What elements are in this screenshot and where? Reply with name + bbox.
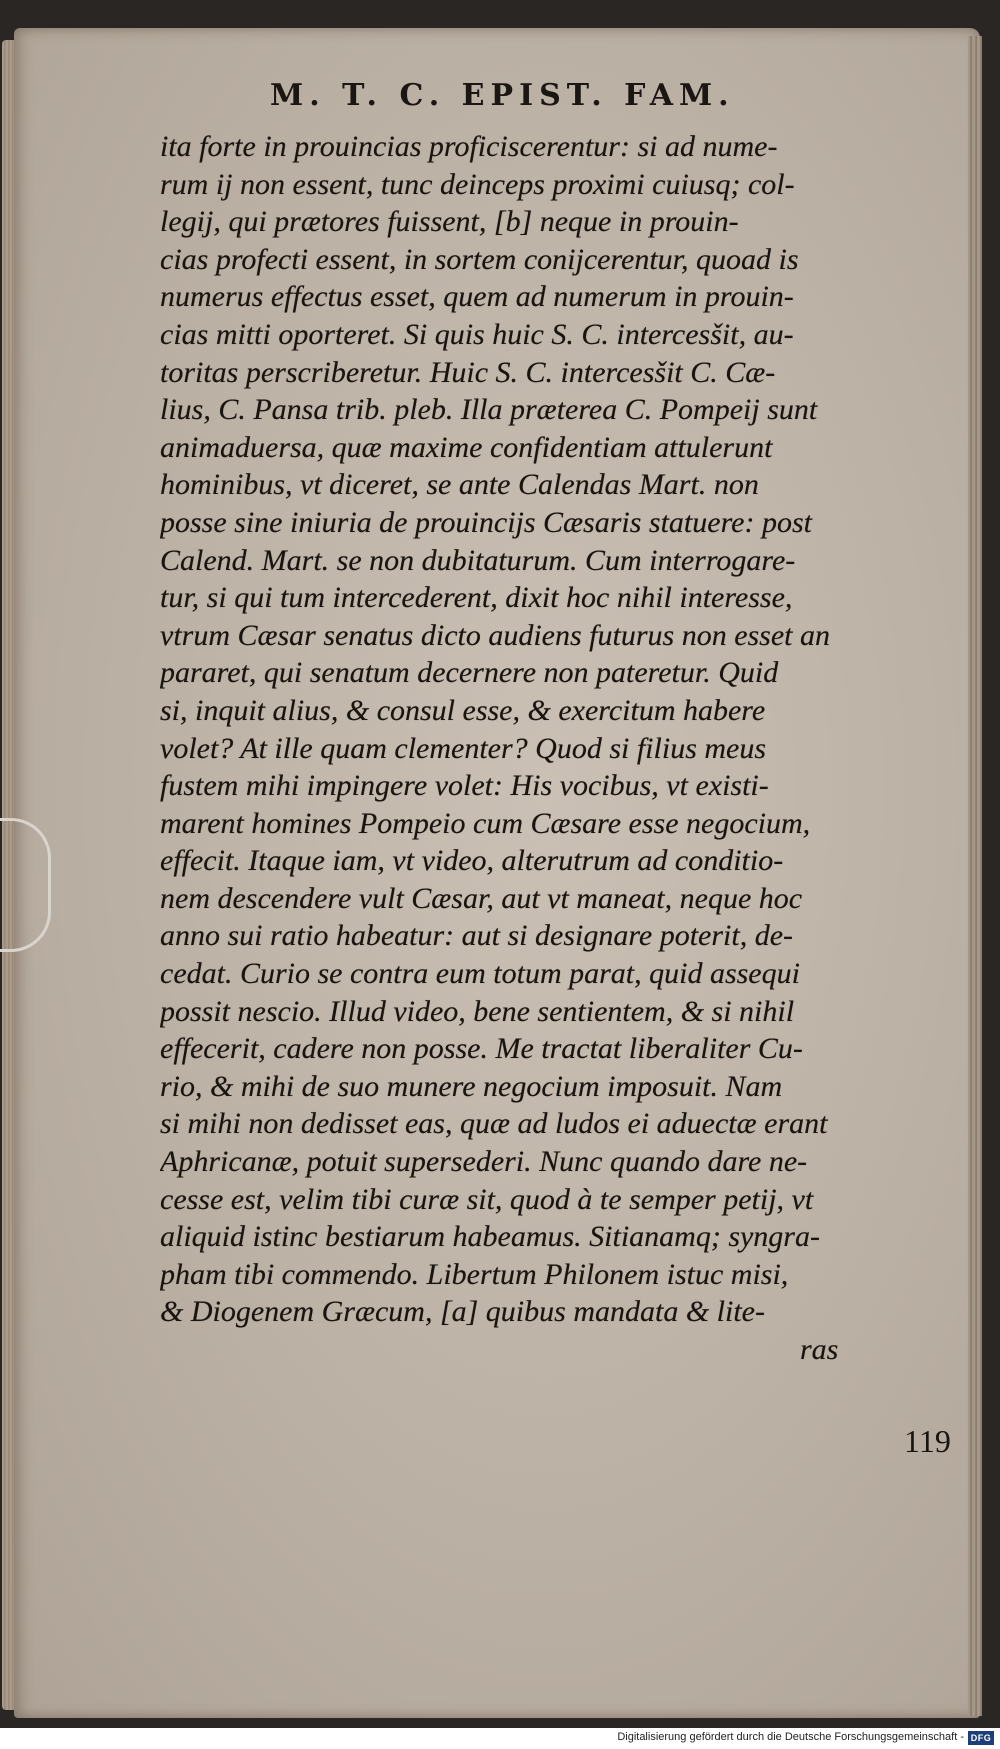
text-line: vtrum Cæsar senatus dicto audiens futurus non esset an xyxy=(160,618,831,652)
text-line: fustem mihi impingere volet: His vocibus, vt existi- xyxy=(160,769,769,803)
text-line: numerus effectus esset, quem ad numerum in prouin- xyxy=(160,280,794,314)
text-line: ita forte in prouincias proficiscerentur: si ad nume- xyxy=(160,130,778,163)
text-line: Aphricanæ, potuit supersederi. Nunc quando dare ne- xyxy=(160,1145,808,1179)
text-line: Calend. Mart. se non dubitaturum. Cum interrogare- xyxy=(160,543,796,577)
text-line: posse sine iniuria de prouincijs Cæsaris statuere: post xyxy=(160,505,812,539)
text-line: effecerit, cadere non posse. Me tractat liberaliter Cu- xyxy=(160,1032,803,1066)
text-line: animaduersa, quæ maxime confidentiam attulerunt xyxy=(160,430,773,464)
text-line: aliquid istinc bestiarum habeamus. Sitianamq; syngra- xyxy=(160,1220,820,1254)
text-line: si, inquit alius, & consul esse, & exercitum habere xyxy=(160,693,766,727)
text-line: lius, C. Pansa trib. pleb. Illa præterea C. Pompeij sunt xyxy=(160,393,818,427)
page-edge-right xyxy=(968,36,982,1716)
text-line: marent homines Pompeio cum Cæsare esse negocium, xyxy=(160,806,811,840)
page-number: 119 xyxy=(904,1423,951,1459)
text-line: effecit. Itaque iam, vt video, alterutrum ad conditio- xyxy=(160,844,784,878)
text-line: volet? At ille quam clementer? Quod si filius meus xyxy=(160,731,767,765)
text-line: toritas perscriberetur. Huic S. C. intercesšit C. Cæ- xyxy=(160,355,776,389)
text-line: possit nescio. Illud video, bene sentientem, & si nihil xyxy=(160,994,795,1028)
text-line: si mihi non dedisset eas, quæ ad ludos ei aduectæ erant xyxy=(160,1107,828,1141)
text-line: ras xyxy=(800,1333,839,1366)
text-line: nem descendere vult Cæsar, aut vt maneat, neque hoc xyxy=(160,881,803,915)
text-line: cedat. Curio se contra eum totum parat, quid assequi xyxy=(160,957,800,991)
ribbon-marker xyxy=(0,818,51,952)
text-line: rum ij non essent, tunc deinceps proximi cuiusq; col- xyxy=(160,167,795,201)
text-line: cias profecti essent, in sortem conijcerentur, quoad is xyxy=(160,242,799,276)
dfg-logo: DFG xyxy=(968,1731,994,1745)
text-line: pararet, qui senatum decernere non pateretur. Quid xyxy=(160,656,779,690)
body-text xyxy=(160,128,912,1369)
text-line: cias mitti oporteret. Si quis huic S. C. intercesšit, au- xyxy=(160,317,794,351)
text-line: hominibus, vt diceret, se ante Calendas Mart. non xyxy=(160,468,759,502)
footer-bar xyxy=(0,1728,1000,1749)
text-line: legij, qui prætores fuissent, [b] neque in prouin- xyxy=(160,205,739,239)
funding-credit: Digitalisierung gefördert durch die Deutsche Forschungsgemeinschaft - xyxy=(617,1731,964,1743)
text-line: rio, & mihi de suo munere negocium imposuit. Nam xyxy=(160,1069,783,1103)
text-line: anno sui ratio habeatur: aut si designare poterit, de- xyxy=(160,919,794,953)
text-line: cesse est, velim tibi curæ sit, quod à te semper petij, vt xyxy=(160,1182,814,1216)
running-title: M. T. C. EPIST. FAM. xyxy=(270,78,735,113)
text-line: tur, si qui tum intercederent, dixit hoc nihil interesse, xyxy=(160,581,793,615)
text-line: & Diogenem Græcum, [a] quibus mandata & lite- xyxy=(160,1295,765,1329)
text-line: pham tibi commendo. Libertum Philonem istuc misi, xyxy=(160,1257,789,1291)
